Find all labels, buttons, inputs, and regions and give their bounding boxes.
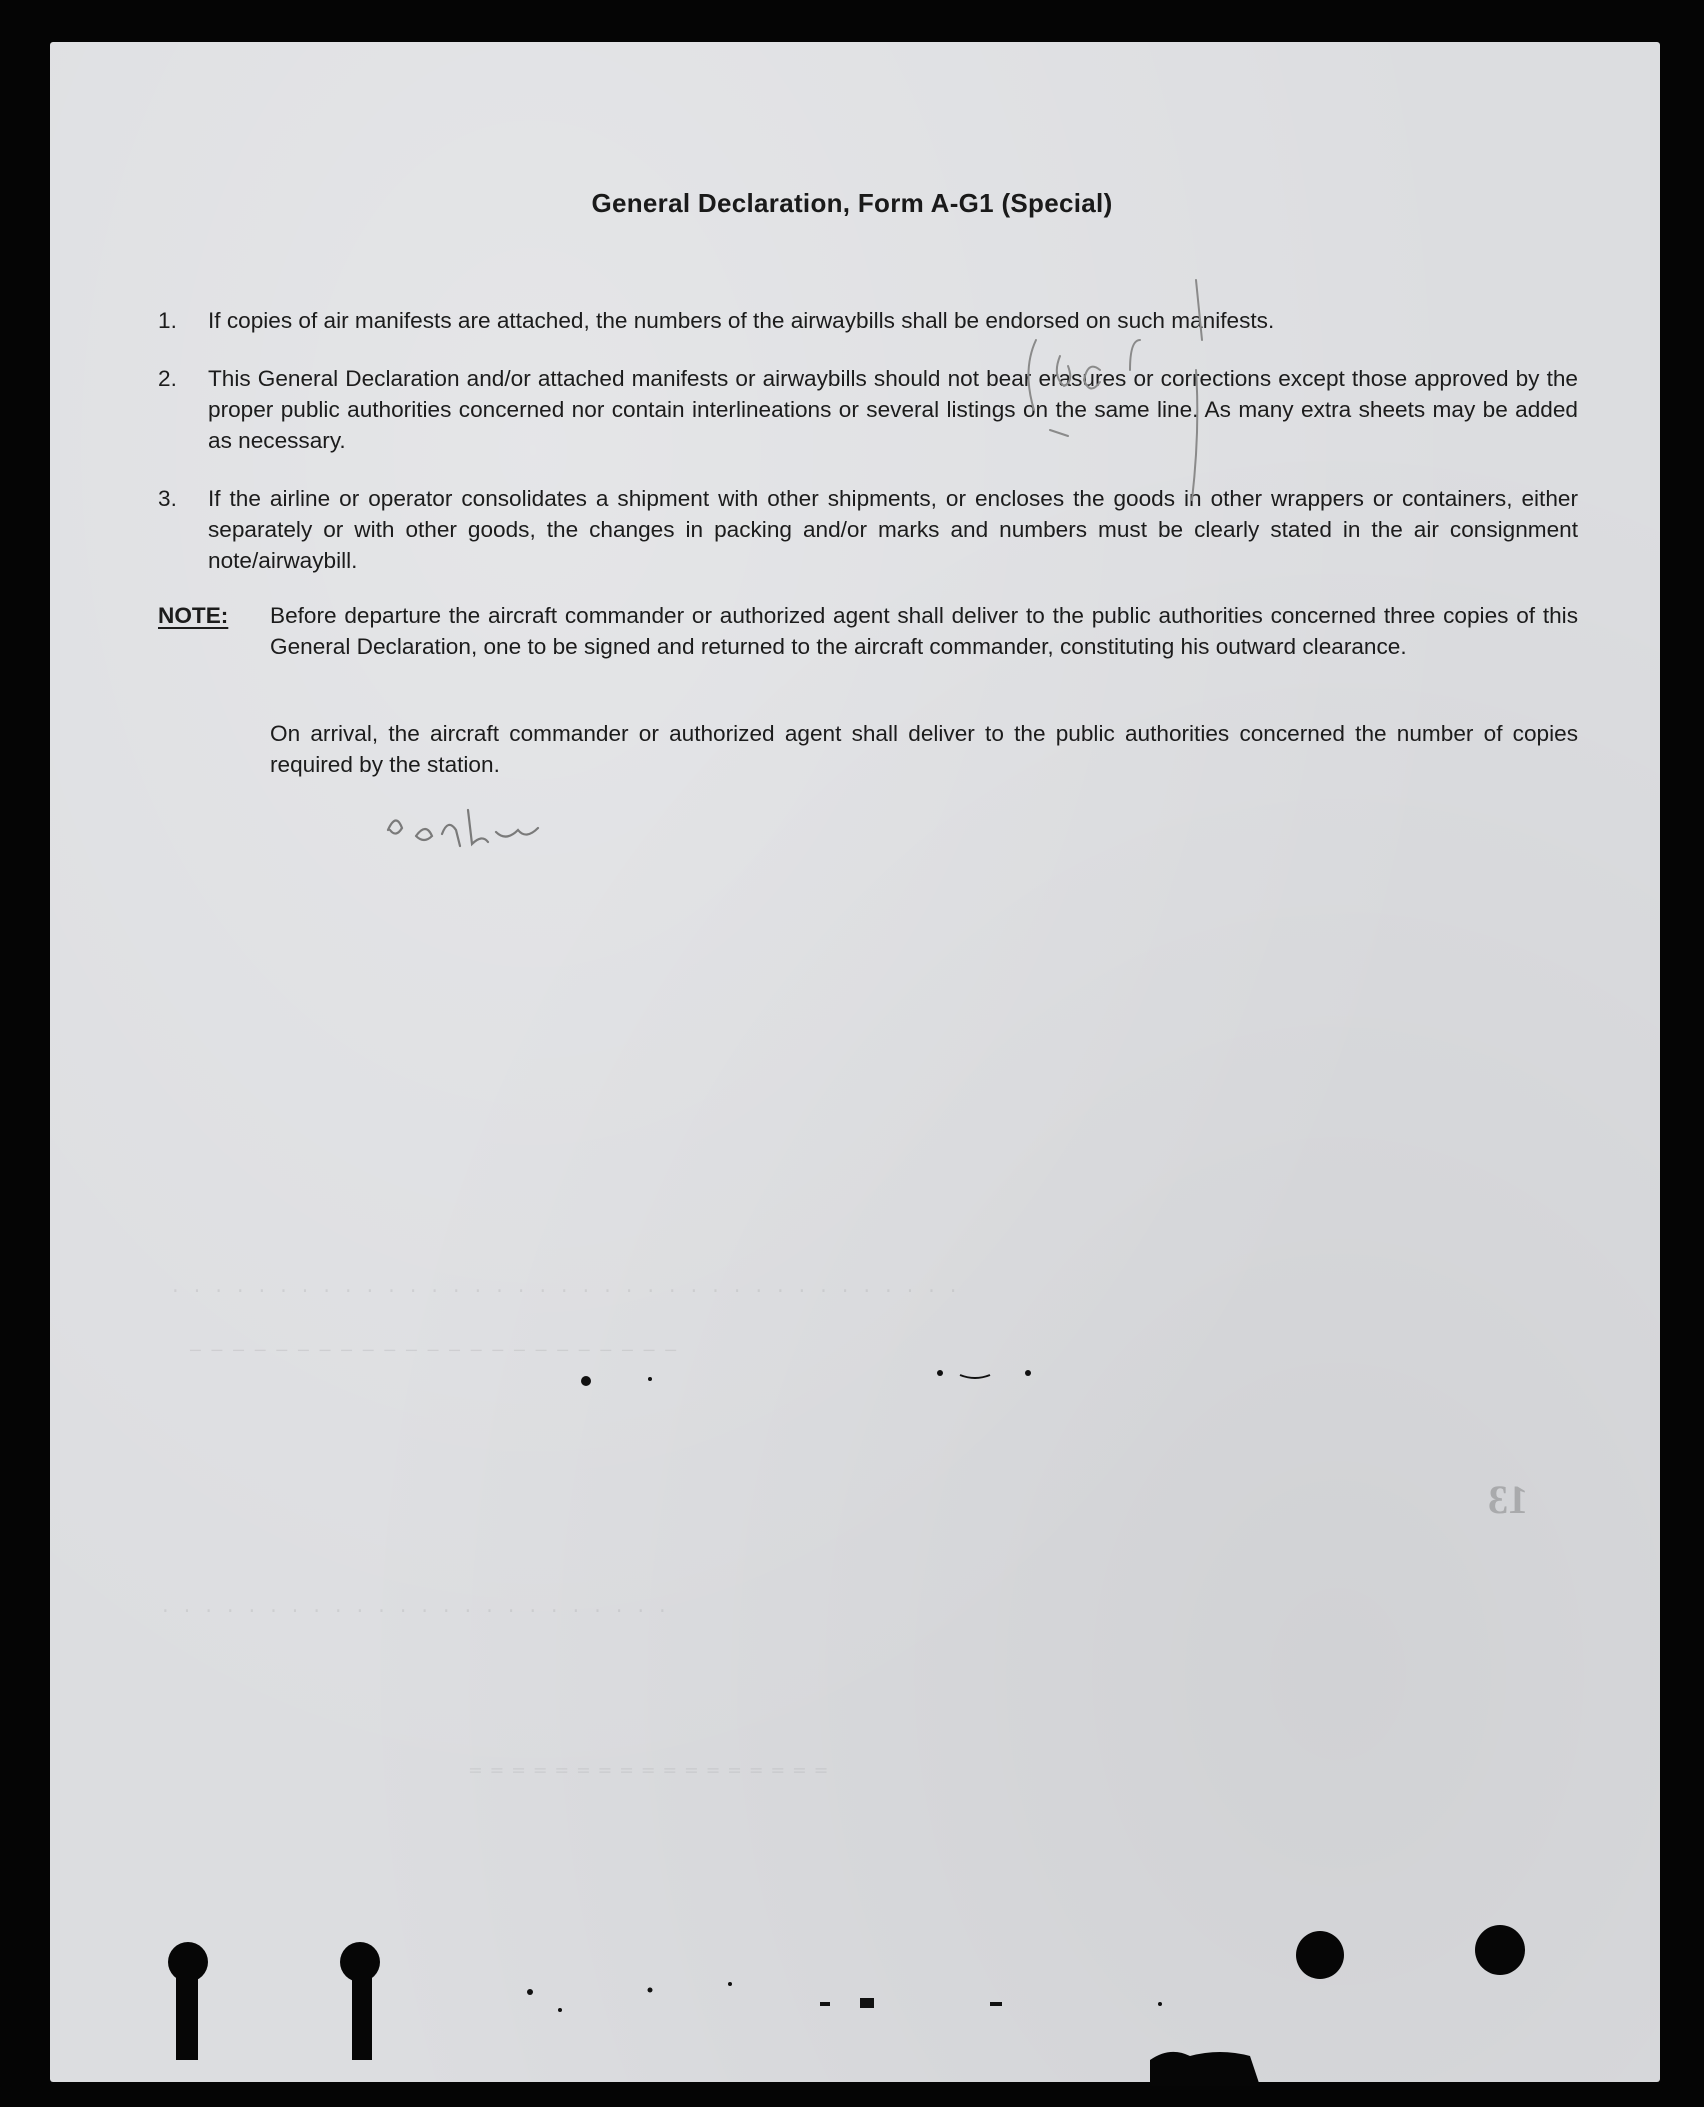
list-item-text: If the airline or operator consolidates a shipment with other shipments, or encloses the goods in other wrappers or containers, either separately or with other goods, the changes in packing and/or marks and numbers must be clearly stated in the air consignment note/airwaybill. xyxy=(208,486,1578,573)
list-item-number: 3. xyxy=(158,486,177,511)
note-paragraph: Before departure the aircraft commander or authorized agent shall deliver to the public authorities concerned three copies of this General Declaration, one to be signed and returned to the aircraft commander, constituting his outward clearance. xyxy=(270,603,1578,659)
binder-punch-hole xyxy=(1290,1925,1350,1985)
note-paragraph: On arrival, the aircraft commander or authorized agent shall deliver to the public authorities concerned the number of copies required by the station. xyxy=(270,721,1578,777)
show-through-text: ─ ─ ─ ─ ─ ─ ─ ─ ─ ─ ─ ─ ─ ─ ─ ─ ─ ─ ─ ─ ─ ─ ─ xyxy=(190,1342,677,1362)
show-through-text: · · · · · · · · · · · · · · · · · · · · · · · · · · · · · · · · · · · · · xyxy=(170,1282,959,1302)
binder-punch-mark xyxy=(158,1940,228,2060)
dark-speck-cluster xyxy=(500,1980,1200,2030)
list-item xyxy=(158,483,1578,579)
show-through-page-number: 13 xyxy=(1488,1477,1528,1522)
document-title: General Declaration, Form A-G1 (Special) xyxy=(591,188,1113,218)
show-through-text: · · · · · · · · · · · · · · · · · · · · · · · · xyxy=(160,1602,668,1622)
list-item xyxy=(158,305,1578,339)
list-item-number: 2. xyxy=(158,366,177,391)
list-item-text: This General Declaration and/or attached manifests or airwaybills should not bear erasures or corrections except those approved by the proper public authorities concerned nor contain interlineations or several listings on the same line. As many extra sheets may be added as necessary. xyxy=(208,366,1578,453)
pencil-annotation-word xyxy=(1000,260,1240,580)
list-item-number: 1. xyxy=(158,308,177,333)
binder-punch-mark xyxy=(330,1940,400,2060)
document-page xyxy=(50,42,1660,2082)
list-item xyxy=(158,363,1578,459)
dark-speck-cluster xyxy=(570,1365,1050,1395)
binder-punch-hole xyxy=(1470,1920,1530,1980)
show-through-text: ═ ═ ═ ═ ═ ═ ═ ═ ═ ═ ═ ═ ═ ═ ═ ═ ═ xyxy=(470,1762,827,1782)
note-label: NOTE: xyxy=(158,603,229,628)
dark-speck-cluster xyxy=(1140,2030,1280,2090)
list-item-text: If copies of air manifests are attached, the numbers of the airwaybills shall be endorsed on such manifests. xyxy=(208,308,1275,333)
pencil-annotation-scribble xyxy=(380,790,600,870)
